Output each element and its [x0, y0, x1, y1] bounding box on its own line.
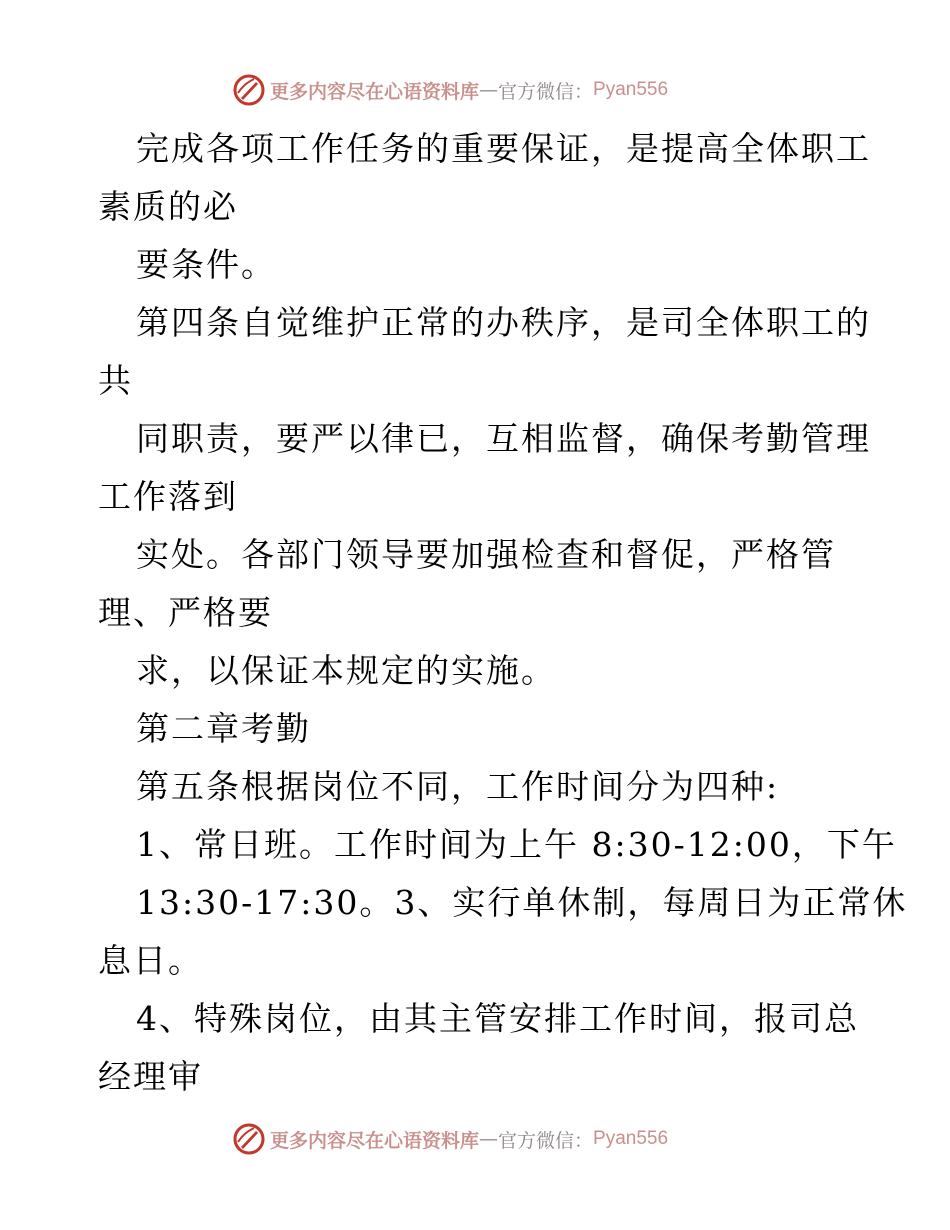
text-line: 13:30-17:30。3、实行单休制，每周日为正常休: [136, 883, 908, 922]
header-watermark: [232, 72, 668, 108]
watermark-wechat-id: Pyan556: [593, 1128, 669, 1149]
text-line: 1、常日班。工作时间为上午 8:30-12:00，下午: [136, 825, 897, 864]
watermark-wechat-label: 官方微信：: [498, 1129, 594, 1152]
text-line: 经理审: [98, 1057, 203, 1096]
text-line: 实处。各部门领导要加强检查和督促，严格管: [136, 535, 836, 574]
text-line: 素质的必: [98, 187, 238, 226]
text-line: 工作落到: [98, 477, 238, 516]
text-line: 求，以保证本规定的实施。: [136, 651, 556, 690]
watermark-wechat-id: Pyan556: [593, 79, 669, 100]
text-line: 息日。: [98, 941, 203, 980]
text-line: 第四条自觉维护正常的办秩序，是司全体职工的: [136, 303, 871, 342]
footer-watermark: [232, 1121, 668, 1157]
chapter-heading: 第二章考勤: [136, 709, 311, 748]
quill-logo-icon: [232, 73, 266, 107]
watermark-wechat-label: 官方微信：: [498, 80, 594, 103]
document-body: [98, 120, 908, 1106]
text-line: 要条件。: [136, 245, 276, 284]
quill-logo-icon: [232, 1122, 266, 1156]
text-line: 共: [98, 361, 133, 400]
text-line: 第五条根据岗位不同，工作时间分为四种:: [136, 767, 780, 806]
text-line: 同职责，要严以律已，互相监督，确保考勤管理: [136, 419, 871, 458]
watermark-brand: 更多内容尽在心语资料库: [270, 80, 480, 103]
text-line: 完成各项工作任务的重要保证，是提高全体职工: [136, 129, 871, 168]
watermark-dash: —: [479, 79, 499, 101]
text-line: 理、严格要: [98, 593, 273, 632]
watermark-brand: 更多内容尽在心语资料库: [270, 1129, 480, 1152]
text-line: 4、特殊岗位，由其主管安排工作时间，报司总: [136, 999, 859, 1038]
watermark-dash: —: [479, 1128, 499, 1150]
